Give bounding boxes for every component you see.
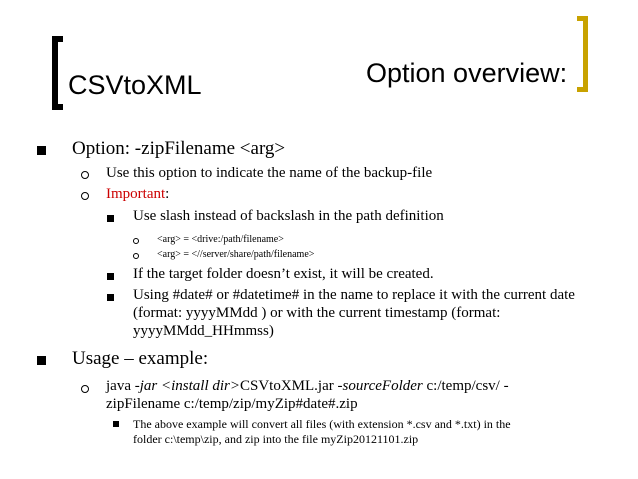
option-important-line [106, 186, 169, 203]
circle-bullet-icon [133, 238, 139, 244]
circle-bullet-icon [81, 192, 89, 200]
square-bullet-icon [107, 294, 114, 301]
circle-bullet-icon [133, 253, 139, 259]
cmd-jar-flag: -jar [134, 378, 161, 394]
cmd-java: java [106, 378, 135, 394]
cmd-executable: CSVtoXML.jar [240, 378, 338, 394]
right-bracket-decoration [577, 16, 588, 92]
arg-server-format: <arg> = <//server/share/path/filename> [157, 249, 315, 260]
usage-command-line-1 [106, 378, 509, 395]
square-bullet-icon [113, 421, 119, 427]
left-bracket-decoration [52, 36, 63, 110]
square-bullet-icon [37, 146, 46, 155]
cmd-source-value: c:/temp/csv/ - [426, 378, 509, 394]
circle-bullet-icon [81, 385, 89, 393]
usage-command-line-2: zipFilename c:/temp/zip/myZip#date#.zip [106, 396, 358, 412]
option-heading: Option: -zipFilename <arg> [72, 138, 286, 159]
slash-rule-text: Use slash instead of backslash in the path definition [133, 208, 444, 224]
cmd-source-flag: -sourceFolder [337, 378, 427, 394]
cmd-install-dir: <install dir> [160, 378, 240, 394]
square-bullet-icon [37, 356, 46, 365]
important-colon: : [165, 186, 170, 202]
slide-subtitle: Option overview: [366, 58, 568, 88]
slide-title: CSVtoXML [68, 70, 202, 100]
usage-description-line-2: folder c:\temp\zip, and zip into the file myZip20121101.zip [133, 432, 419, 446]
circle-bullet-icon [81, 171, 89, 179]
usage-description-line-1: The above example will convert all files (with extension *.csv and *.txt) in the [133, 417, 511, 431]
folder-create-text: If the target folder doesn’t exist, it will be created. [133, 266, 434, 282]
option-use-text: Use this option to indicate the name of the backup-file [106, 165, 433, 181]
date-rule-line-1: Using #date# or #datetime# in the name to replace it with the current date [133, 287, 575, 303]
square-bullet-icon [107, 215, 114, 222]
date-rule-line-3: yyyyMMdd_HHmmss) [133, 323, 274, 339]
square-bullet-icon [107, 273, 114, 280]
usage-heading: Usage – example: [72, 348, 209, 369]
arg-drive-format: <arg> = <drive:/path/filename> [157, 234, 284, 245]
date-rule-line-2: (format: yyyyMMdd ) or with the current timestamp (format: [133, 305, 501, 321]
important-label: Important [106, 186, 166, 202]
